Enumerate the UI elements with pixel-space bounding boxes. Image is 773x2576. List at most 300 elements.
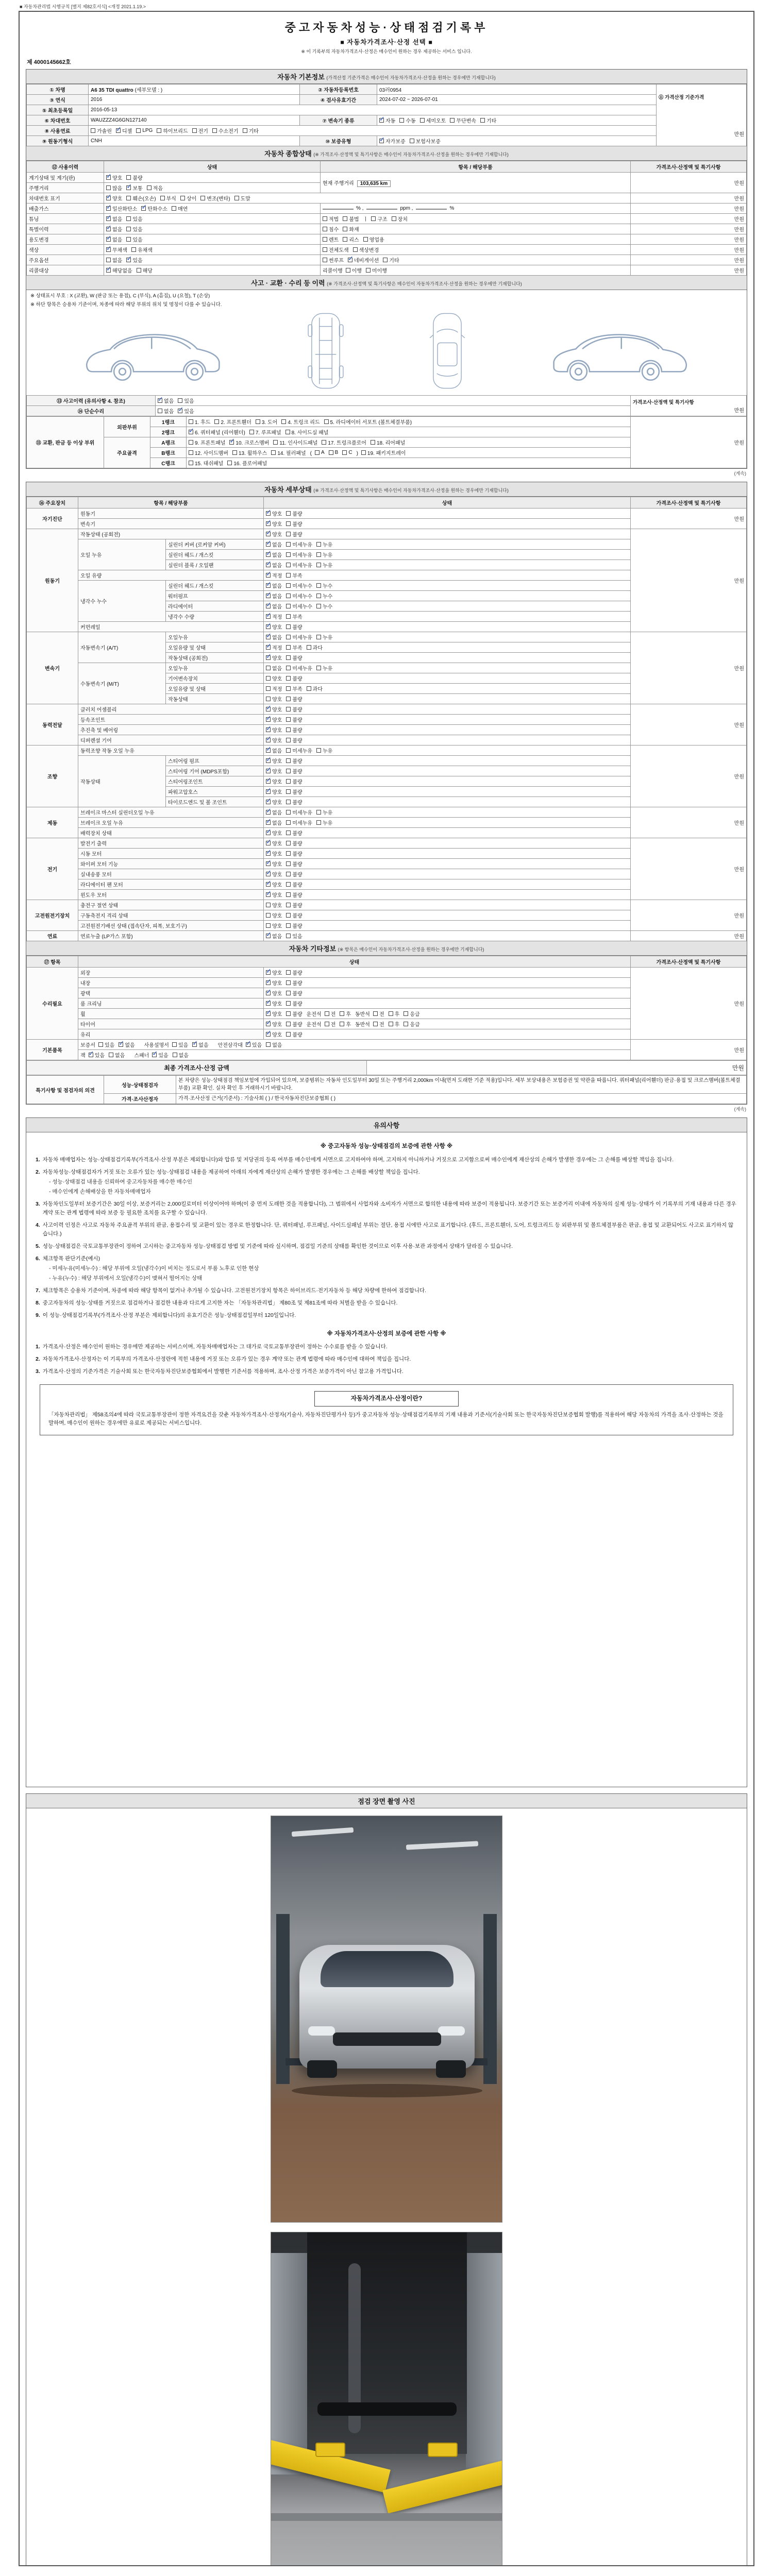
checkbox-있음[interactable] [126,215,142,223]
checkbox-checked-양호[interactable] [266,891,282,899]
checkbox-불량[interactable] [286,520,302,528]
subitem-label: 스티어링조인트 [166,776,264,787]
checkbox-없음[interactable] [158,407,174,415]
checkbox-box [106,172,112,180]
checkbox-유채색[interactable] [131,246,153,253]
checkbox-세미오토[interactable] [420,116,446,124]
checkbox-box [266,704,272,711]
checkbox-checked-양호[interactable] [266,510,282,517]
checkbox-checked-양호[interactable] [266,1030,282,1038]
checkbox-부족[interactable] [286,571,302,579]
checkbox-양호[interactable] [266,911,282,919]
checkbox-많음[interactable] [106,184,122,192]
checkbox-없음[interactable] [173,1051,189,1059]
checkbox-불량[interactable] [286,870,302,878]
checkbox-있음[interactable] [126,225,142,233]
checkbox-box [307,645,311,650]
checkbox-box [157,128,161,133]
checkbox-checked-없음[interactable] [266,819,282,826]
checkbox-box [266,1019,272,1026]
checkbox-label: 유채색 [137,248,153,253]
checkbox-label: 누유 [322,666,333,672]
checkbox-19. 패키지트레이[interactable] [361,449,406,456]
checkbox-가솔린[interactable] [91,127,112,134]
checkbox-누유[interactable] [316,747,332,754]
checkbox-box [480,118,485,123]
checkbox-checked-양호[interactable] [266,1020,282,1028]
checkbox-부족[interactable] [286,643,302,651]
checkbox-label: 썬루프 [329,258,344,264]
row-label: 색상 [27,245,104,255]
check-mark-icon: ✓ [266,611,272,619]
checkbox-양호[interactable] [266,695,282,703]
checkbox-checked-디젤[interactable] [116,127,132,134]
checkbox-썬루프[interactable] [323,256,344,264]
checkbox-box [266,590,272,598]
checkbox-checked-적정[interactable] [266,643,282,651]
checkbox-checked-양호[interactable] [266,829,282,837]
checkbox-checked-없음[interactable] [266,808,282,816]
photo-sill-right [466,2253,502,2475]
checkbox-label: 양호 [272,676,282,682]
checkbox-B[interactable] [329,450,339,455]
checkbox-미세누유[interactable] [286,561,312,569]
checkbox-불량[interactable] [286,777,302,785]
checkbox-checked-양호[interactable] [266,788,282,795]
checkbox-box [286,748,291,753]
checkbox-불량[interactable] [286,989,302,997]
col-major-device: ⑯ 주요장치 [27,497,78,509]
checkbox-box [227,461,232,465]
checkbox-과다[interactable] [307,643,323,651]
checkbox-불량[interactable] [286,716,302,723]
checkbox-해당[interactable] [137,266,153,274]
notice-number: 2. [36,1168,40,1175]
checkbox-checked-양호[interactable] [266,870,282,878]
checkbox-box [266,1042,271,1047]
checkbox-전[interactable] [373,1010,384,1018]
checkbox-미세누유[interactable] [286,664,312,672]
checkbox-checked-양호[interactable] [266,726,282,734]
checkbox-label: 없음 [115,1053,125,1059]
checkbox-불량[interactable] [286,999,302,1007]
checkbox-불량[interactable] [286,705,302,713]
checkbox-12. 사이드멤버[interactable] [189,449,228,456]
checkbox-checked-양호[interactable] [266,798,282,806]
checkbox-누유[interactable] [316,808,332,816]
checkbox-미세누유[interactable] [286,819,312,826]
row-status [264,663,631,673]
checkbox-불량[interactable] [286,979,302,987]
checkbox-18. 리어패널[interactable] [371,438,405,446]
rank-label: A랭크 [150,437,187,448]
checkbox-box [266,508,272,516]
accident-title: 사고 · 교환 · 수리 등 이력 [251,279,325,287]
checkbox-15. 대쉬패널[interactable] [189,459,223,467]
price-cell: 만원 [631,704,747,745]
checkbox-미세누유[interactable] [286,808,312,816]
checkbox-checked-무채색[interactable] [106,246,127,253]
checkbox-미세누유[interactable] [286,633,312,641]
checkbox-미세누수[interactable] [286,592,312,600]
checkbox-불량[interactable] [126,174,142,181]
checkbox-불량[interactable] [286,726,302,734]
checkbox-없음[interactable] [266,1041,282,1048]
checkbox-LPG[interactable] [136,128,153,133]
checkbox-불량[interactable] [286,880,302,888]
checkbox-label: 후 [346,1012,351,1018]
checkbox-checked-적정[interactable] [266,613,282,620]
checkbox-checked-자동[interactable] [379,116,395,124]
checkbox-기타[interactable] [243,127,259,134]
checkbox-A[interactable] [315,450,325,455]
checkbox-이행[interactable] [346,266,362,274]
checkbox-checked-양호[interactable] [266,623,282,631]
other-title: 자동차 기타정보 [289,945,337,953]
checkbox-불량[interactable] [286,674,302,682]
checkbox-11. 인사이드패널[interactable] [273,438,317,446]
checkbox-리스[interactable] [343,235,359,243]
checkbox-수소전기[interactable] [212,127,239,134]
checkbox-적법[interactable] [323,215,339,223]
checkbox-도말[interactable] [234,194,250,202]
checkbox-checked-탄화수소[interactable] [141,205,167,212]
row-status [264,869,631,879]
checkbox-checked-양호[interactable] [266,969,282,976]
checkbox-후[interactable] [340,1010,351,1018]
checkbox-checked-없음[interactable] [266,540,282,548]
checkbox-불량[interactable] [286,654,302,662]
checkbox-상이[interactable] [180,194,196,202]
photo-car-headlight-left [308,2026,335,2036]
checkbox-checked-없음[interactable] [266,561,282,569]
checkbox-checked-양호[interactable] [266,705,282,713]
checkbox-box [266,539,272,547]
checkbox-보험사보증[interactable] [410,137,441,145]
checkbox-누유[interactable] [316,664,332,672]
inline-label: 스패너 [129,1053,149,1059]
checkbox-box [266,786,272,794]
checkbox-checked-양호[interactable] [266,654,282,662]
checkbox-침수[interactable] [323,225,339,233]
checkbox-checked-없음[interactable] [106,235,122,243]
checkbox-있음[interactable] [98,1041,114,1048]
checkbox-checked-양호[interactable] [266,860,282,868]
checkbox-box [286,542,291,547]
checkbox-label: 14. 필러패널 [277,451,306,456]
checkbox-box [200,196,205,200]
notice-item [36,1299,737,1308]
price-cell: 만원 [631,968,747,1040]
checkbox-불량[interactable] [286,922,302,929]
row-status [104,193,631,204]
checkbox-box [88,1049,94,1057]
checkbox-불량[interactable] [286,839,302,847]
checkbox-1. 후드[interactable] [189,418,210,426]
checkbox-누유[interactable] [316,551,332,558]
detail-header [26,482,747,497]
checkbox-있음[interactable] [286,932,302,940]
checkbox-box [266,858,272,866]
checkbox-label: 적음 [153,186,163,192]
final-price-unit: 만원 [732,1064,744,1072]
checkbox-checked-양호[interactable] [266,520,282,528]
checkbox-checked-있음[interactable] [89,1051,105,1059]
checkbox-전[interactable] [373,1020,384,1028]
checkbox-불량[interactable] [286,829,302,837]
inline-label: 안전삼각대 [212,1043,243,1048]
item-label: 수동변속기 (M/T) [78,663,166,704]
checkbox-checked-양호[interactable] [266,716,282,723]
notice-text: 사고이력 인정은 사고로 자동차 주요골격 부위의 판금, 용접수리 및 교환이 있는 경우로 한정합니다. 단, 쿼터패널, 루프패널, 사이드실패널 부위는 절단, 용접 시에만 사고로 표기합니다. (후드, 프론트휀더, 도어, 트렁크리드 등 외판부위 및 볼트체결부품은 판금, 용접 및 교환되어도 사고로 표기하지 않습니다.) [42,1222,734,1237]
checkbox-17. 트렁크플로어[interactable] [322,438,366,446]
checkbox-응급[interactable] [404,1010,419,1018]
checkbox-훼손(오손)[interactable] [126,194,156,202]
checkbox-불량[interactable] [286,1010,302,1018]
rank-options [187,427,631,437]
checkbox-label: 디젤 [122,129,132,134]
checkbox-부족[interactable] [286,685,302,692]
checkbox-checked-없음[interactable] [266,582,282,589]
checkbox-렌트[interactable] [323,235,339,243]
checkbox-불량[interactable] [286,530,302,538]
checkbox-불량[interactable] [286,736,302,744]
checkbox-하이브리드[interactable] [157,127,188,134]
checkbox-누유[interactable] [316,561,332,569]
checkbox-불량[interactable] [286,788,302,795]
checkbox-전[interactable] [325,1020,336,1028]
checkbox-전[interactable] [325,1010,336,1018]
checkbox-누수[interactable] [316,592,332,600]
checkbox-양호[interactable] [266,922,282,929]
checkbox-box [286,552,291,557]
checkbox-label: 없음 [125,1043,135,1048]
checkbox-불량[interactable] [286,798,302,806]
checkbox-checked-양호[interactable] [266,757,282,765]
checkbox-checked-없음[interactable] [266,747,282,754]
notice-number: 3. [36,1368,40,1375]
checkbox-양호[interactable] [266,674,282,682]
checkbox-누수[interactable] [316,582,332,589]
checkbox-있음[interactable] [126,235,142,243]
checkbox-미세누유[interactable] [286,551,312,558]
checkbox-box [323,258,327,262]
checkbox-불량[interactable] [286,860,302,868]
checkbox-미세누수[interactable] [286,582,312,589]
checkbox-미세누수[interactable] [286,602,312,610]
checkbox-불량[interactable] [286,969,302,976]
checkbox-불량[interactable] [286,510,302,517]
checkbox-checked-없음[interactable] [266,602,282,610]
checkbox-3. 도어[interactable] [256,418,277,426]
photo-ceiling-lamp [406,1841,478,1850]
checkbox-불량[interactable] [286,695,302,703]
checkbox-checked-보통[interactable] [126,184,142,192]
checkbox-checked-없음[interactable] [192,1041,208,1048]
checkbox-미이행[interactable] [366,266,387,274]
checkbox-누유[interactable] [316,633,332,641]
checkbox-후[interactable] [389,1020,400,1028]
checkbox-과다[interactable] [307,685,323,692]
checkbox-8. 사이드실 패널[interactable] [285,428,329,436]
checkbox-5. 라디에이터 서포트 (볼트체결부품)[interactable] [324,418,412,426]
checkbox-box [286,800,291,804]
checkbox-box [286,655,291,660]
checkbox-변조(변타)[interactable] [200,194,230,202]
checkbox-불량[interactable] [286,850,302,857]
checkbox-9. 프론트패널[interactable] [189,438,225,446]
table-row [27,704,747,715]
checkbox-checked-양호[interactable] [266,880,282,888]
checkbox-checked-없음[interactable] [106,225,122,233]
checkbox-불량[interactable] [286,911,302,919]
checkbox-전체도색[interactable] [323,246,349,253]
checkbox-적정[interactable] [266,685,282,692]
checkbox-box [266,518,272,526]
item-label: 윈도우 모터 [78,890,264,900]
checkbox-label: 없음 [112,227,123,233]
fuel-options [89,126,657,136]
checkbox-checked-있음[interactable] [178,407,194,415]
checkbox-13. 휠하우스[interactable] [232,449,267,456]
checkbox-색상변경[interactable] [353,246,379,253]
checkbox-없음[interactable] [106,256,122,264]
checkbox-box [266,549,272,557]
checkbox-후[interactable] [340,1020,351,1028]
checkbox-checked-자가보증[interactable] [379,137,406,145]
checkbox-box [286,892,291,897]
checkbox-checked-네비게이션[interactable] [348,256,379,264]
checkbox-매연[interactable] [172,205,188,212]
checkbox-box [126,237,131,242]
checkbox-응급[interactable] [404,1020,419,1028]
checkbox-label: 누유 [322,553,333,558]
row-status [264,694,631,704]
checkbox-부식[interactable] [160,194,176,202]
checkbox-적음[interactable] [147,184,163,192]
checkbox-label: 부식 [166,196,176,202]
checkbox-4. 트렁크 리드[interactable] [281,418,320,426]
checkbox-양호[interactable] [266,901,282,909]
checkbox-checked-양호[interactable] [266,777,282,785]
checkbox-전기[interactable] [192,127,208,134]
checkbox-있음[interactable] [178,397,194,404]
checkbox-label: 양호 [272,852,282,857]
checkbox-누유[interactable] [316,540,332,548]
checkbox-불량[interactable] [286,1030,302,1038]
checkbox-불량[interactable] [286,901,302,909]
checkbox-불량[interactable] [286,1020,302,1028]
checkbox-누수[interactable] [316,602,332,610]
checkbox-기타[interactable] [480,116,496,124]
checkbox-checked-양호[interactable] [266,839,282,847]
row-status [264,591,631,601]
checkbox-box [404,1022,408,1026]
checkbox-불량[interactable] [286,767,302,775]
checkbox-checked-있음[interactable] [126,256,142,264]
checkbox-checked-양호[interactable] [266,1010,282,1018]
checkbox-무단변속[interactable] [450,116,476,124]
checkbox-수동[interactable] [399,116,415,124]
row-status [264,998,631,1009]
checkbox-checked-양호[interactable] [106,194,122,202]
checkbox-있음[interactable] [172,1041,188,1048]
checkbox-checked-양호[interactable] [266,850,282,857]
checkbox-checked-없음[interactable] [266,551,282,558]
checkbox-7. 루프패널[interactable] [249,428,281,436]
checkbox-checked-적정[interactable] [266,571,282,579]
page-subtitle-note: ※ 이 기록부의 자동차가격조사·산정은 매수인이 원하는 경우 제공하는 서비스 입니다. [301,49,472,54]
checkbox-box [286,666,291,670]
checkbox-checked-6. 쿼터패널 (리어휀더)[interactable] [189,428,245,436]
checkbox-box [266,745,272,753]
checkbox-box [147,185,152,190]
checkbox-label: 미세누수 [292,584,312,589]
checkbox-미세누유[interactable] [286,747,312,754]
checkbox-checked-양호[interactable] [266,767,282,775]
checkbox-화재[interactable] [343,225,359,233]
item-label: 추진축 및 베어링 [78,725,264,735]
checkbox-16. 플로어패널[interactable] [227,459,267,467]
checkbox-checked-없음[interactable] [266,592,282,600]
checkbox-checked-있음[interactable] [246,1041,262,1048]
checkbox-불량[interactable] [286,891,302,899]
checkbox-box [126,175,131,180]
car-name-label: ① 차명 [27,84,89,95]
checkbox-checked-없음[interactable] [119,1041,135,1048]
checkbox-checked-없음[interactable] [106,215,122,223]
checkbox-checked-양호[interactable] [266,989,282,997]
item-label: 오일 유량 [78,570,264,581]
checkbox-checked-양호[interactable] [266,530,282,538]
checkbox-미세누유[interactable] [286,540,312,548]
checkbox-checked-일산화탄소[interactable] [106,205,137,212]
checkbox-label: 양호 [272,759,282,765]
checkbox-영업용[interactable] [363,235,384,243]
checkbox-label: 불량 [292,759,303,765]
checkbox-checked-양호[interactable] [266,736,282,744]
checkbox-label: 장치 [397,217,408,223]
checkbox-누유[interactable] [316,819,332,826]
checkbox-box [323,227,327,231]
notice-item [36,1367,737,1376]
checkbox-부족[interactable] [286,613,302,620]
checkbox-없음[interactable] [266,664,282,672]
checkbox-checked-10. 크로스멤버[interactable] [229,438,269,446]
checkbox-장치[interactable] [392,215,408,223]
checkbox-checked-양호[interactable] [266,999,282,1007]
checkbox-checked-양호[interactable] [106,174,122,181]
checkbox-불법[interactable] [343,215,359,223]
checkbox-구조[interactable] [371,215,387,223]
checkbox-checked-없음[interactable] [266,633,282,641]
checkbox-불량[interactable] [286,623,302,631]
price-cell: 만원 [631,255,747,265]
checkbox-checked-해당없음[interactable] [106,266,132,274]
checkbox-C[interactable] [342,450,352,455]
item-label: 구동축전지 격리 상태 [78,910,264,921]
checkbox-후[interactable] [389,1010,400,1018]
checkbox-불량[interactable] [286,757,302,765]
checkbox-기타[interactable] [383,256,399,264]
checkbox-checked-없음[interactable] [266,932,282,940]
checkbox-14. 필러패널[interactable] [271,449,306,456]
checkbox-checked-양호[interactable] [266,979,282,987]
checkbox-checked-있음[interactable] [152,1051,168,1059]
checkbox-checked-없음[interactable] [158,397,174,404]
checkbox-2. 프론트휀더[interactable] [214,418,251,426]
checkbox-없음[interactable] [109,1051,125,1059]
